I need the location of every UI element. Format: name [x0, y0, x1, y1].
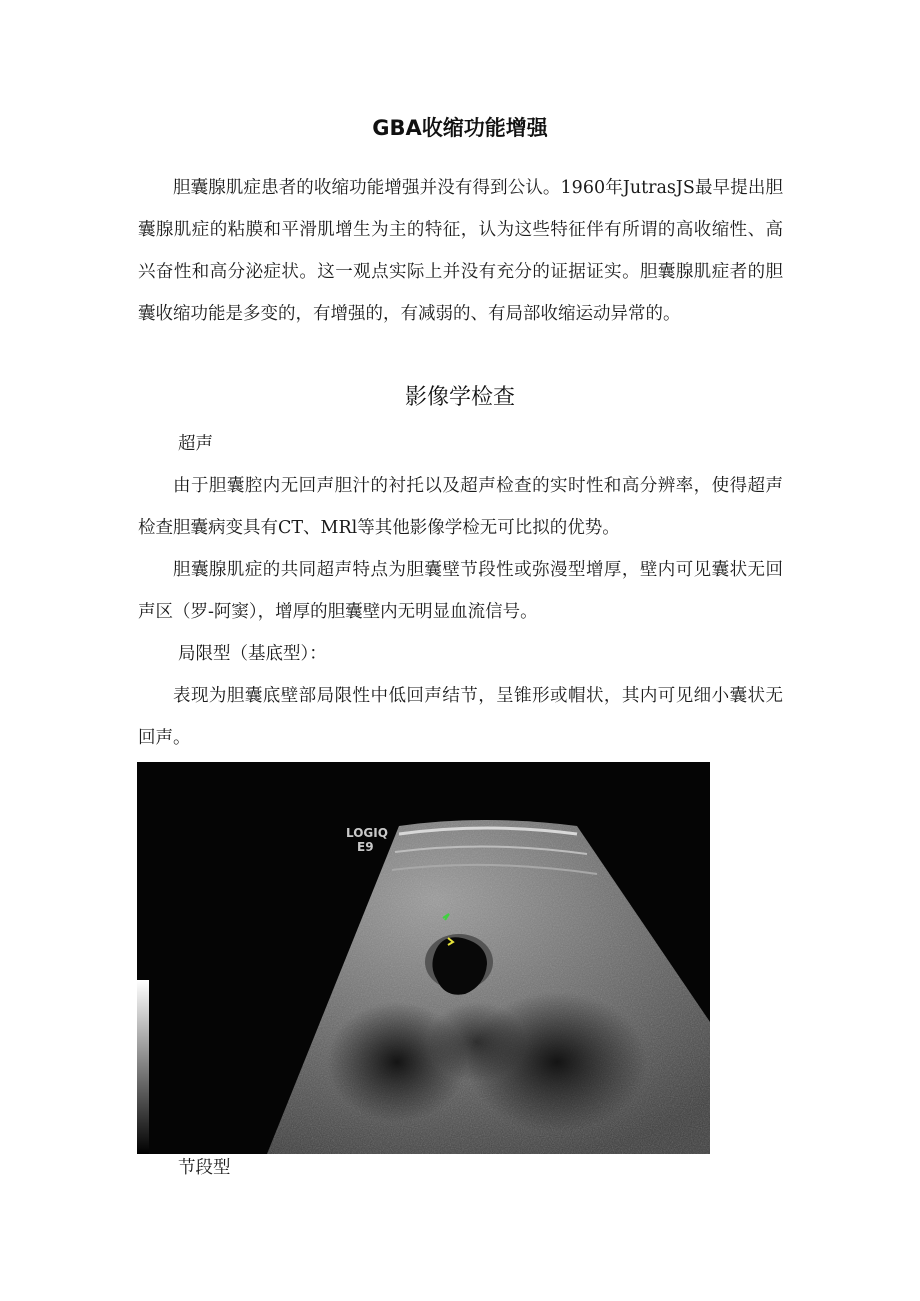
- device-logo-line1: LOGIQ: [346, 826, 388, 840]
- ultrasound-image: [137, 762, 710, 1154]
- localized-type-label: 局限型（基底型）：: [178, 644, 327, 664]
- section-heading: 影像学检查: [404, 385, 515, 410]
- ultrasound-scan-sector: [137, 762, 710, 1154]
- localized-description-paragraph: 表现为胆囊底壁部局限性中低回声结节，呈锥形或帽状，其内可见细小囊状无回声。: [138, 686, 783, 748]
- ultrasound-label: 超声: [178, 434, 213, 454]
- common-features-paragraph: 胆囊腺肌症的共同超声特点为胆囊壁节段性或弥漫型增厚，壁内可见囊状无回声区（罗-阿窦），增厚的胆囊壁内无明显血流信号。: [138, 560, 783, 622]
- device-logo-line2: E9: [357, 840, 374, 854]
- grayscale-bar: [137, 980, 149, 1154]
- ultrasound-advantage-paragraph: 由于胆囊腔内无回声胆汁的衬托以及超声检查的实时性和高分辨率，使得超声检查胆囊病变具有CT、MRl等其他影像学检无可比拟的优势。: [138, 476, 783, 538]
- intro-paragraph: 胆囊腺肌症患者的收缩功能增强并没有得到公认。1960年JutrasJS最早提出胆囊腺肌症的粘膜和平滑肌增生为主的特征，认为这些特征伴有所谓的高收缩性、高兴奋性和高分泌症状。这一观点实际上并没有充分的证据证实。胆囊腺肌症者的胆囊收缩功能是多变的，有增强的，有减弱的、有局部收缩运动异常的。: [138, 178, 783, 324]
- segmental-type-label: 节段型: [178, 1158, 231, 1178]
- page-title: GBA收缩功能增强: [372, 116, 548, 140]
